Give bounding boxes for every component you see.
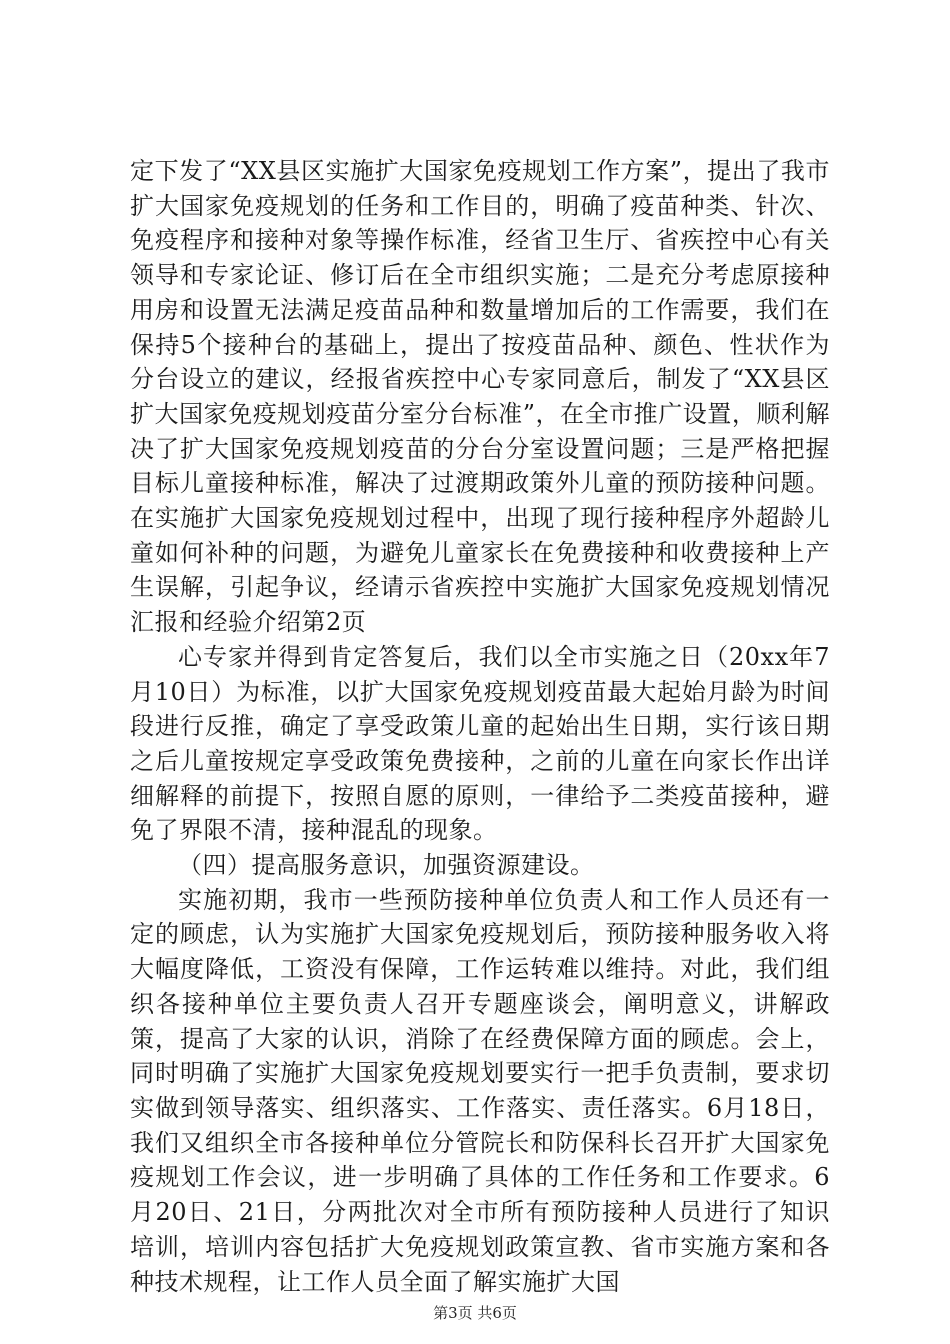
page-footer: 第3页 共6页 [433, 1304, 517, 1322]
paragraph-continued: 定下发了“XX县区实施扩大国家免疫规划工作方案”，提出了我市扩大国家免疫规划的任务和工作目的，明确了疫苗种类、针次、免疫程序和接种对象等操作标准，经省卫生厅、省疾控中心有关领导和专家论证、修订后在全市组织实施；二是充分考虑原接种用房和设置无法满足疫苗品种和数量增加后的工作需要，我们在保持5个接种台的基础上，提出了按疫苗品种、颜色、性状作为分台设立的建议，经报省疾控中心专家同意后，制发了“XX县区扩大国家免疫规划疫苗分室分台标准”，在全市推广设置，顺利解决了扩大国家免疫规划疫苗的分台分室设置问题；三是严格把握目标儿童接种标准，解决了过渡期政策外儿童的预防接种问题。在实施扩大国家免疫规划过程中，出现了现行接种程序外超龄儿童如何补种的问题，为避免儿童家长在免费接种和收费接种上产生误解，引起争议，经请示省疾控中实施扩大国家免疫规划情况汇报和经验介绍第2页 [130, 157, 830, 637]
paragraph: 实施初期，我市一些预防接种单位负责人和工作人员还有一定的顾虑，认为实施扩大国家免疫规划后，预防接种服务收入将大幅度降低，工资没有保障，工作运转难以维持。对此，我们组织各接种单位主要负责人召开专题座谈会，阐明意义，讲解政策，提高了大家的认识，消除了在经费保障方面的顾虑。会上，同时明确了实施扩大国家免疫规划要实行一把手负责制，要求切实做到领导落实、组织落实、工作落实、责任落实。6月18日，我们又组织全市各接种单位分管院长和防保科长召开扩大国家免疫规划工作会议，进一步明确了具体的工作任务和工作要求。6月20日、21日，分两批次对全市所有预防接种人员进行了知识培训，培训内容包括扩大免疫规划政策宣教、省市实施方案和各种技术规程，让工作人员全面了解实施扩大国 [130, 885, 830, 1296]
section-heading: （四）提高服务意识，加强资源建设。 [178, 851, 595, 880]
paragraph: 心专家并得到肯定答复后，我们以全市实施之日（20xx年7月10日）为标准，以扩大国家免疫规划疫苗最大起始月龄为时间段进行反推，确定了享受政策儿童的起始出生日期，实行该日期之后儿童按规定享受政策免费接种，之前的儿童在向家长作出详细解释的前提下，按照自愿的原则，一律给予二类疫苗接种，避免了界限不清，接种混乱的现象。 [130, 642, 830, 845]
document-body [130, 154, 830, 1299]
